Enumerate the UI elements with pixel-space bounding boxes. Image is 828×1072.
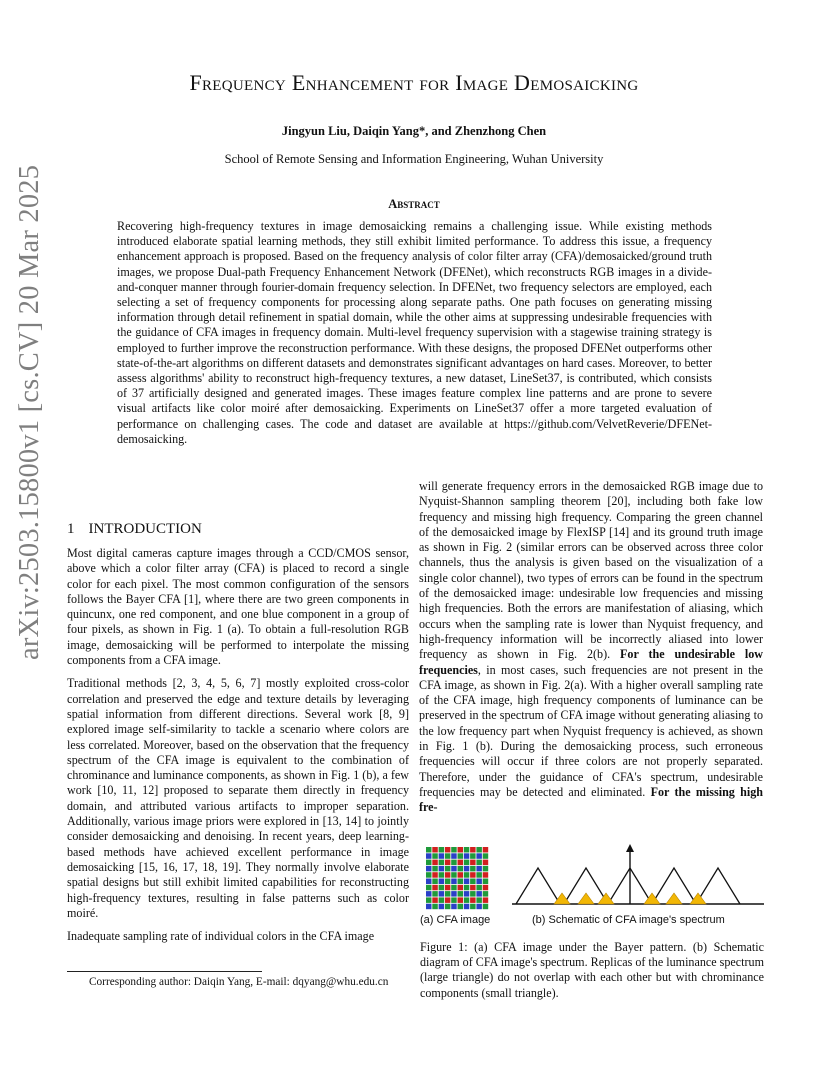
bayer-cell <box>476 872 482 878</box>
bayer-cell <box>439 879 445 885</box>
bayer-cell <box>476 860 482 866</box>
bayer-cell <box>470 885 476 891</box>
bayer-cell <box>483 872 489 878</box>
bayer-cell <box>458 879 464 885</box>
bayer-cell <box>439 885 445 891</box>
bayer-cell <box>483 879 489 885</box>
bayer-cell <box>445 879 451 885</box>
luminance-triangle <box>696 868 740 904</box>
intro-paragraph-1: Most digital cameras capture images through a CCD/CMOS sensor, above which a color filter array (CFA) is placed to record a single color for each pixel. The most common configuration of the sensors follows the Bayer CFA [1], where there are two green components in quincunx, one red component, and one blue component in a group of four pixels, as shown in Fig. 1 (a). To obtain a full-resolution RGB image, demosaicking will be performed to interpolate the missing components from a CFA image. <box>67 546 409 668</box>
bayer-cell <box>445 866 451 872</box>
bayer-cell <box>458 847 464 853</box>
bayer-cell <box>439 891 445 897</box>
bayer-cell <box>458 885 464 891</box>
bayer-cell <box>464 897 470 903</box>
bayer-cell <box>426 866 432 872</box>
bayer-cell <box>432 904 438 910</box>
bayer-cell <box>470 860 476 866</box>
bayer-cell <box>432 872 438 878</box>
bayer-cell <box>458 897 464 903</box>
paper-authors: Jingyun Liu, Daiqin Yang*, and Zhenzhong Chen <box>281 124 547 138</box>
bayer-cell <box>432 879 438 885</box>
bayer-cell <box>458 866 464 872</box>
bayer-cell <box>458 872 464 878</box>
bayer-cell <box>470 897 476 903</box>
figure-1a-label: (a) CFA image <box>420 914 491 926</box>
bayer-cell <box>483 885 489 891</box>
bayer-cell <box>483 847 489 853</box>
bayer-cell <box>451 897 457 903</box>
spectrum-schematic <box>512 844 764 904</box>
bayer-cell <box>464 860 470 866</box>
bayer-cell <box>470 879 476 885</box>
bayer-cell <box>445 872 451 878</box>
bayer-cell <box>483 904 489 910</box>
figure-1-caption: Figure 1: (a) CFA image under the Bayer pattern. (b) Schematic diagram of CFA image's spectrum. Replicas of the luminance spectrum (large triangle) do not overlap with each other but with chrominance components (small triangle). <box>420 940 764 1000</box>
bayer-cell <box>445 897 451 903</box>
bayer-cell <box>432 885 438 891</box>
bayer-cell <box>426 885 432 891</box>
figure-1 <box>420 840 764 940</box>
bayer-cell <box>439 872 445 878</box>
bayer-cell <box>483 860 489 866</box>
bayer-cell <box>483 897 489 903</box>
bayer-cell <box>432 853 438 859</box>
bayer-cell <box>470 847 476 853</box>
bayer-cell <box>439 866 445 872</box>
bayer-cell <box>476 847 482 853</box>
left-column <box>67 546 409 952</box>
bayer-cell <box>439 847 445 853</box>
bayer-cell <box>432 860 438 866</box>
right-bold-a: For the undesirable low frequencies <box>419 647 763 677</box>
bayer-cell <box>470 872 476 878</box>
bayer-cell <box>476 904 482 910</box>
bayer-cell <box>451 904 457 910</box>
bayer-cell <box>445 885 451 891</box>
bayer-cell <box>476 897 482 903</box>
bayer-cell <box>451 879 457 885</box>
figure-1b-label: (b) Schematic of CFA image's spectrum <box>532 914 725 926</box>
axis-arrowhead <box>626 844 634 852</box>
luminance-triangle <box>516 868 560 904</box>
bayer-cell <box>464 904 470 910</box>
bayer-cell <box>451 866 457 872</box>
bayer-cell <box>470 904 476 910</box>
bayer-cell <box>432 866 438 872</box>
bayer-cell <box>476 879 482 885</box>
bayer-cell <box>426 860 432 866</box>
right-bold-b: For the missing high fre- <box>419 784 763 815</box>
bayer-cell <box>445 853 451 859</box>
footnote-rule <box>67 971 262 972</box>
bayer-cell <box>426 891 432 897</box>
bayer-cell <box>426 879 432 885</box>
bayer-cell <box>426 847 432 853</box>
bayer-cell <box>426 872 432 878</box>
bayer-cell <box>458 853 464 859</box>
bayer-cell <box>483 891 489 897</box>
bayer-cfa-grid <box>426 847 488 909</box>
right-text-a: will generate frequency errors in the demosaicked RGB image due to Nyquist-Shannon sampling theorem [20], including both fake low frequency and missing high frequency. Comparing the green channel of the demosaicked image by FlexISP [14] and its ground truth image as shown in Fig. 2 (similar errors can be observed across three color channels, thus the analysis is given based on the visualization of a single color channel), two types of errors can be found in the spectrum of the demosaicked image: undesirable low frequencies and missing high frequencies. Both the errors are manifestation of aliasing, which occurs when the sampling rate is lower than Nyquist frequency, and high-frequency information will be incorrectly aliased into lower frequency as shown in Fig. 2(b). <box>419 479 763 662</box>
chrominance-triangle <box>578 893 594 904</box>
bayer-cell <box>451 872 457 878</box>
bayer-cell <box>483 866 489 872</box>
bayer-cell <box>445 847 451 853</box>
bayer-cell <box>458 904 464 910</box>
bayer-cell <box>439 904 445 910</box>
bayer-cell <box>476 885 482 891</box>
bayer-cell <box>476 853 482 859</box>
bayer-cell <box>464 885 470 891</box>
paper-title: Frequency Enhancement for Image Demosaicking <box>189 70 639 95</box>
bayer-cell <box>451 885 457 891</box>
abstract-body: Recovering high-frequency textures in image demosaicking remains a challenging issue. While existing methods introduced elaborate spatial learning methods, they still exhibit limited performance. To address this issue, a frequency enhancement approach is proposed. Based on the frequency analysis of color filter array (CFA)/demosaicked/ground truth images, we propose Dual-path Frequency Enhancement Network (DFENet), which reconstructs RGB images in a divide-and-conquer manner through fourier-domain frequency selection. In DFENet, two frequency selectors are employed, each selecting a set of frequency components for processing along separate paths. One path focuses on generating missing information through detail refinement in spatial domain, while the other aims at suppressing undesirable frequencies with the guidance of CFA images in frequency domain. Multi-level frequency supervision with a stagewise training strategy is employed to further improve the reconstruction performance. With these designs, the proposed DFENet outperforms other state-of-the-art algorithms on different datasets and demonstrates significant advantages on hard cases. Moreover, to better assess algorithms' ability to reconstruct high-frequency textures, a new dataset, LineSet37, is contributed, which consists of 37 artificially designed and generated images. These images feature complex line patterns and are prone to severe visual artifacts like color moiré after demosaicking. Experiments on LineSet37 offer a more targeted evaluation of performance on challenging cases. The code and dataset are available at https://github.com/VelvetReverie/DFENet-demosaicking. <box>117 219 712 446</box>
section-number: 1 <box>67 521 75 537</box>
paper-affiliation: School of Remote Sensing and Information Engineering, Wuhan University <box>224 152 604 166</box>
bayer-cell <box>464 891 470 897</box>
bayer-cell <box>464 853 470 859</box>
bayer-cell <box>432 847 438 853</box>
bayer-cell <box>445 860 451 866</box>
bayer-cell <box>432 897 438 903</box>
intro-paragraph-3: Inadequate sampling rate of individual colors in the CFA image <box>67 929 375 944</box>
bayer-cell <box>426 897 432 903</box>
section-title: INTRODUCTION <box>88 521 202 537</box>
bayer-cell <box>439 897 445 903</box>
bayer-cell <box>445 904 451 910</box>
arxiv-side-stamp: arXiv:2503.15800v1 [cs.CV] 20 Mar 2025 <box>14 164 45 660</box>
bayer-cell <box>451 847 457 853</box>
bayer-cell <box>426 904 432 910</box>
bayer-cell <box>464 872 470 878</box>
bayer-cell <box>464 847 470 853</box>
bayer-cell <box>451 891 457 897</box>
bayer-cell <box>439 860 445 866</box>
bayer-cell <box>458 891 464 897</box>
bayer-cell <box>458 860 464 866</box>
bayer-cell <box>470 866 476 872</box>
bayer-cell <box>451 853 457 859</box>
footnote: Corresponding author: Daiqin Yang, E-mail: dqyang@whu.edu.cn <box>89 976 389 988</box>
bayer-cell <box>432 891 438 897</box>
bayer-cell <box>439 853 445 859</box>
abstract-heading: Abstract <box>388 197 440 211</box>
bayer-cell <box>464 866 470 872</box>
right-column <box>419 479 763 816</box>
bayer-cell <box>426 853 432 859</box>
chrominance-triangle <box>666 893 682 904</box>
right-text-b: , in most cases, such frequencies are not present in the CFA image, as shown in Fig. 2(a). With a higher overall sampling rate of the CFA image, high frequency components of luminance can be preserved in the spectrum of CFA image without generating aliasing to the low frequency part when Nyquist frequency is achieved, as shown in Fig. 1 (b). During the demosaicking process, such erroneous frequencies will occur if three colors are not properly separated. Therefore, under the guidance of CFA's spectrum, undesirable frequencies may be detected and eliminated. <box>419 662 763 799</box>
bayer-cell <box>464 879 470 885</box>
bayer-cell <box>476 891 482 897</box>
bayer-cell <box>451 860 457 866</box>
bayer-cell <box>470 891 476 897</box>
bayer-cell <box>445 891 451 897</box>
section-heading <box>67 521 216 538</box>
bayer-cell <box>483 853 489 859</box>
intro-paragraph-2: Traditional methods [2, 3, 4, 5, 6, 7] mostly exploited cross-color correlation and preserved the edge and texture details by leveraging spatial information from different directions. Several work [8, 9] explored image self-similarity to tackle a scenario where colors are less correlated. Moreover, based on the observation that the frequency spectrum of the CFA image is equivalent to the combination of chrominance and luminance components, as shown in Fig. 1 (b), a few work [10, 11, 12] proposed to separate them directly in frequency domain, and attributed various artifacts to improper separation. Additionally, various image priors were explored in [13, 14] to jointly consider demosaicking and denoising. In recent years, deep learning-based methods have achieved excellent performance in image demosaicking [15, 16, 17, 18, 19]. They normally involve elaborate spatial designs but still exhibit limited capabilities for reconstructing high-frequency textures, resulting in false patterns such as color moiré. <box>67 676 409 920</box>
bayer-cell <box>470 853 476 859</box>
bayer-cell <box>476 866 482 872</box>
